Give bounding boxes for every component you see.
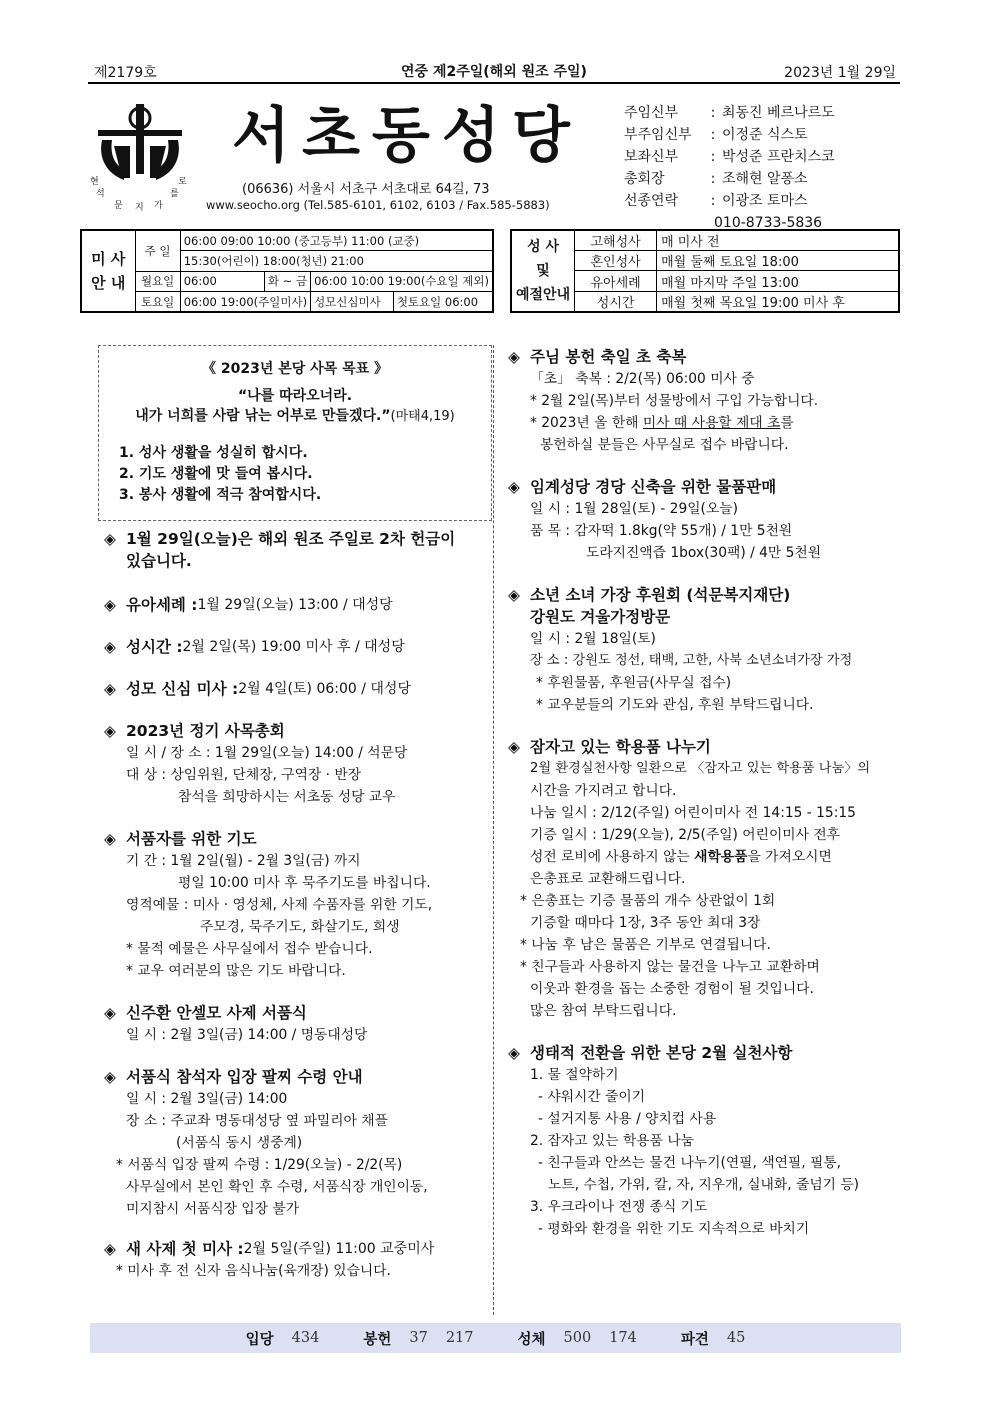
goal-item: 1. 성사 생활을 성실히 합시다.	[119, 445, 308, 461]
clergy-row: 총회장 : 조해현 알퐁소	[624, 171, 808, 187]
mass-times: 06:00	[180, 271, 264, 292]
parish-logo	[88, 100, 192, 212]
sacrament-header: 성 사 및 예절안내	[511, 230, 575, 312]
mass-times: 06:00 09:00 10:00 (중고등부) 11:00 (교중)	[180, 230, 493, 251]
mass-times: 성모신심미사	[311, 292, 394, 313]
notice-item: ◈ 서품식 참석자 입장 팔찌 수령 안내 일 시 : 2월 3일(금) 14:00 장 소 : 주교좌 명동대성당 옆 파밀리아 채플 (서품식 동시 생중계) * 서품식 입장 팔찌 수령 : 1/29(오늘) - 2/2(목) 사무실에서 본인 확인 후 수령, 서품식장 개인이동, 미지참시 서품식장 입장 불가	[104, 1068, 428, 1217]
column-divider	[493, 345, 494, 1315]
issue-number: 제2179호	[94, 65, 157, 81]
logo-char: 현	[90, 177, 99, 187]
left-column-notices	[104, 528, 484, 1298]
sacrament-value: 매월 둘째 토요일 18:00	[657, 251, 899, 271]
logo-char: 가	[154, 201, 163, 211]
notice-item: ◈ 임계성당 경당 신축을 위한 물품판매 일 시 : 1월 28일(토) - 29일(오늘) 품 목 : 감자떡 1.8kg(약 55개) / 1만 5천원 도라지진액즙 1box(30팩) / 4만 5천원	[508, 478, 822, 561]
mass-times: 06:00 19:00(주일미사)	[180, 292, 310, 313]
diamond-bullet-icon: ◈	[104, 680, 116, 698]
mass-times: 06:00 10:00 19:00(수요일 제외)	[311, 271, 493, 292]
mass-schedule-header: 미 사 안 내	[81, 230, 135, 312]
goals-title: 《 2023년 본당 사목 목표 》	[201, 361, 388, 377]
diamond-bullet-icon: ◈	[104, 638, 116, 656]
notice-item: ◈ 2023년 정기 사목총회 일 시 / 장 소 : 1월 29일(오늘) 14:00 / 석문당 대 상 : 상임위원, 단체장, 구역장 · 반장 참석을 희망하시는 서초동 성당 교우	[104, 722, 408, 805]
sacrament-label: 성시간	[575, 291, 657, 312]
notice-item: ◈ 생태적 전환을 위한 본당 2월 실천사항 1. 물 절약하기 - 샤워시간 줄이기 - 설거지통 사용 / 양치컵 사용 2. 잠자고 있는 학용품 나눔 - 친구들과 안쓰는 물건 나누기(연필, 색연필, 필통, 노트, 수첩, 가위, 칼, 자, 지우개, 실내화, 줄넘기 등) 3. 우크라이나 전쟁 종식 기도 - 평화와 환경을 위한 기도 지속적으로 바치기	[508, 1044, 860, 1237]
parish-contact: www.seocho.org (Tel.585-6101, 6102, 6103 / Fax.585-5883)	[206, 198, 550, 212]
logo-char: 로	[178, 177, 187, 187]
notice-item: ◈ 1월 29일(오늘)은 해외 원조 주일로 2차 헌금이 있습니다.	[104, 530, 456, 570]
notice-item: ◈ 유아세례 : 1월 29일(오늘) 13:00 / 대성당	[104, 596, 393, 614]
sacrament-value: 매 미사 전	[657, 230, 899, 251]
goals-quote: “나를 따라오너라.	[237, 388, 353, 404]
mass-times: 15:30(어린이) 18:00(청년) 21:00	[180, 251, 493, 272]
diamond-bullet-icon: ◈	[104, 1004, 116, 1022]
stat-label: 봉헌	[363, 1330, 392, 1348]
diamond-bullet-icon: ◈	[508, 478, 520, 496]
sacrament-value: 매월 첫째 목요일 19:00 미사 후	[657, 291, 899, 312]
clergy-row: 주임신부 : 최동진 베르나르도	[624, 105, 835, 121]
stat-value: 37	[409, 1330, 428, 1346]
notice-item: ◈ 새 사제 첫 미사 : 2월 5일(주일) 11:00 교중미사 * 미사 후 전 신자 음식나눔(육개장) 있습니다.	[104, 1240, 435, 1279]
stat-value: 45	[726, 1330, 746, 1346]
diamond-bullet-icon: ◈	[508, 586, 520, 604]
logo-char: 지	[135, 203, 144, 212]
diamond-bullet-icon: ◈	[104, 1068, 116, 1086]
clergy-row: 부주임신부 : 이정준 식스토	[624, 127, 808, 143]
stat-label: 파견	[680, 1330, 709, 1348]
sacrament-label: 혼인성사	[575, 251, 657, 271]
liturgical-day: 연중 제2주일(해외 원조 주일)	[401, 64, 587, 80]
clergy-row: 보좌신부 : 박성준 프란치스코	[624, 149, 835, 165]
goal-item: 3. 봉사 생활에 적극 참여합시다.	[119, 487, 322, 503]
diamond-bullet-icon: ◈	[508, 1044, 520, 1062]
goal-item: 2. 기도 생활에 맛 들여 봅시다.	[119, 466, 313, 482]
sacrament-label: 고해성사	[575, 230, 657, 251]
diamond-bullet-icon: ◈	[508, 348, 520, 366]
mass-schedule-table	[80, 229, 494, 313]
stat-label: 성체	[517, 1330, 546, 1348]
notice-item: ◈ 잠자고 있는 학용품 나누기 2월 환경실천사항 일환으로 〈잠자고 있는 학용품 나눔〉의 시간을 가지려고 합니다. 나눔 일시 : 2/12(주일) 어린이미사 전 14:15 - 15:15 기증 일시 : 1/29(오늘), 2/5(주일) 어린이미사 전후 성전 로비에 사용하지 않는 새학용품을 가져오시면 은총표로 교환해드립니다. * 은총표는 기증 물품의 개수 상관없이 1회 기증할 때마다 1장, 3주 동안 최대 3장 * 나눔 후 남은 물품은 기부로 연결됩니다. * 친구들과 사용하지 않는 물건을 나누고 교환하며 이웃과 환경을 돕는 소중한 경험이 될 것입니다. 많은 참여 부탁드립니다.	[508, 738, 871, 1019]
day-label: 주 일	[135, 230, 180, 271]
issue-date: 2023년 1월 29일	[784, 65, 896, 81]
stat-value: 174	[609, 1330, 637, 1346]
parish-address: (06636) 서울시 서초구 서초대로 64길, 73	[242, 182, 490, 197]
attendance-stats-bar	[90, 1323, 901, 1353]
parish-name: 서초동성당	[232, 101, 582, 171]
notice-item: ◈ 주님 봉헌 축일 초 축복 「초」 축복 : 2/2(목) 06:00 미사 중 * 2월 2일(목)부터 성물방에서 구입 가능합니다. * 2023년 올 한해 미사 때 사용할 제대 초를 봉헌하실 분들은 사무실로 접수 바랍니다.	[508, 348, 819, 453]
stat-value: 500	[563, 1330, 592, 1346]
logo-char: 문	[114, 201, 123, 211]
sacrament-label: 유아세례	[575, 271, 657, 291]
stat-label: 입당	[245, 1330, 274, 1348]
goals-quote: 내가 너희를 사람 낚는 어부로 만들겠다.”(마태4,19)	[135, 408, 455, 424]
diamond-bullet-icon: ◈	[104, 830, 116, 848]
clergy-row: 선종연락 : 이광조 토마스	[624, 193, 808, 209]
right-column-notices	[508, 346, 903, 1256]
diamond-bullet-icon: ◈	[104, 530, 116, 548]
pastoral-goals-box	[98, 345, 492, 521]
diamond-bullet-icon: ◈	[508, 738, 520, 756]
masthead-bar	[88, 58, 900, 84]
notice-item: ◈ 신주환 안셀모 사제 서품식 일 시 : 2월 3일(금) 14:00 / 명동대성당	[104, 1004, 368, 1043]
notice-item: ◈ 소년 소녀 가장 후원회 (석문복지재단) 강원도 겨울가정방문 일 시 : 2월 18일(토) 장 소 : 강원도 정선, 태백, 고한, 사북 소년소녀가장 가정 * 후원물품, 후원금(사무실 접수) * 교우분들의 기도와 관심, 후원 부탁드립니다.	[508, 586, 853, 713]
clergy-list	[624, 102, 835, 234]
sacrament-value: 매월 마지막 주일 13:00	[657, 271, 899, 291]
clergy-phone: 010-8733-5836	[714, 215, 823, 231]
stat-value: 434	[291, 1330, 320, 1346]
diamond-bullet-icon: ◈	[104, 596, 116, 614]
day-label: 화 ~ 금	[264, 271, 310, 292]
day-label: 월요일	[135, 271, 180, 292]
diamond-bullet-icon: ◈	[104, 1240, 116, 1258]
logo-char: 석	[96, 189, 105, 199]
sacrament-table	[510, 229, 900, 313]
mass-times: 첫토요일 06:00	[393, 292, 493, 313]
notice-item: ◈ 서품자를 위한 기도 기 간 : 1월 2일(월) - 2월 3일(금) 까지 평일 10:00 미사 후 묵주기도를 바칩니다. 영적예물 : 미사 · 영성체, 사제 수품자를 위한 기도, 주모경, 묵주기도, 화살기도, 희생 * 물적 예물은 사무실에서 접수 받습니다. * 교우 여러분의 많은 기도 바랍니다.	[104, 830, 433, 979]
notice-item: ◈ 성시간 : 2월 2일(목) 19:00 미사 후 / 대성당	[104, 638, 405, 656]
stat-value: 217	[445, 1330, 474, 1346]
diamond-bullet-icon: ◈	[104, 722, 116, 740]
goals-list	[99, 443, 491, 506]
notice-item: ◈ 성모 신심 미사 : 2월 4일(토) 06:00 / 대성당	[104, 680, 411, 698]
logo-char: 를	[170, 189, 179, 199]
day-label: 토요일	[135, 292, 180, 313]
